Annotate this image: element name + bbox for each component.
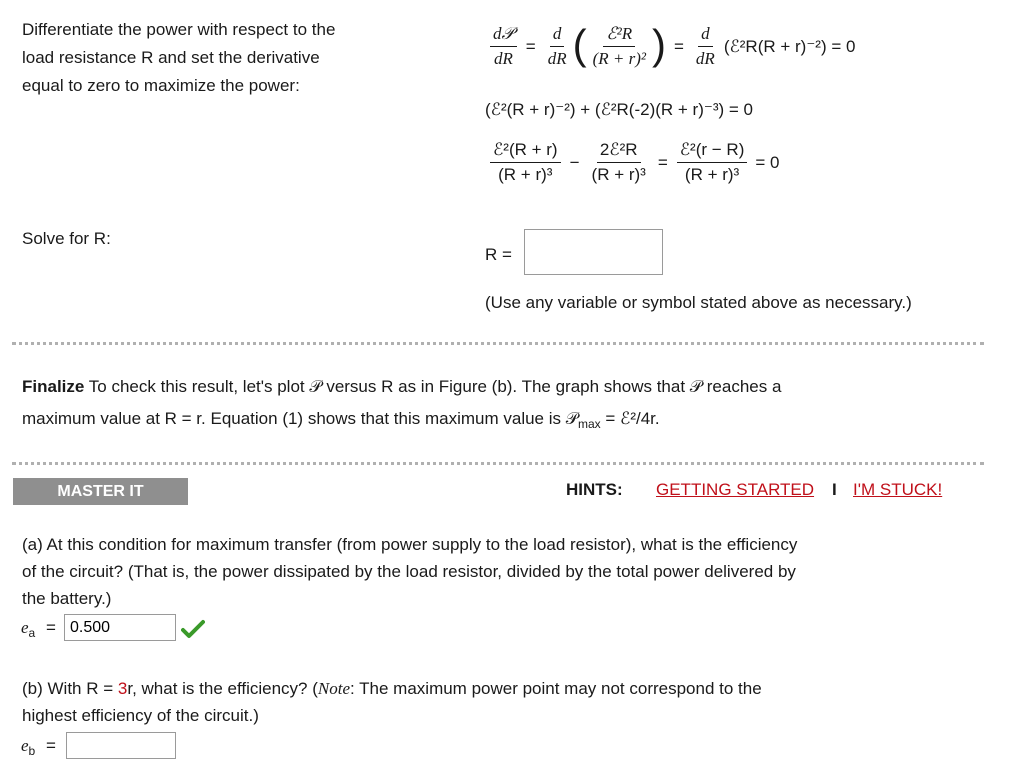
fraction-d-dR [545, 24, 570, 69]
equals-sign: = [525, 36, 536, 56]
eb-equals: = [45, 736, 56, 755]
fraction-numerator: ℰ²(R + r) [490, 140, 561, 163]
fraction-term-3 [677, 140, 748, 185]
r-equals-label: R = [485, 245, 512, 264]
equation-rhs: = 0 [755, 152, 780, 172]
solve-note: (Use any variable or symbol stated above as necessary.) [485, 293, 912, 312]
part-a-line: (a) At this condition for maximum transfer (from power supply to the load resistor), what is the efficiency [22, 535, 798, 554]
left-paren: ( [572, 20, 587, 68]
solve-label: Solve for R: [22, 229, 111, 248]
eb-answer-input[interactable] [66, 732, 176, 759]
part-b-text-3: : The maximum power point may not correspond to the [350, 679, 762, 698]
r-answer-input[interactable] [524, 229, 663, 275]
right-paren: ) [651, 20, 666, 68]
ea-sub: a [28, 626, 36, 640]
finalize-text-1: To check this result, let's plot 𝒫 versus R as in Figure (b). The graph shows that 𝒫 reaches a [88, 377, 782, 396]
ea-answer-input[interactable] [64, 614, 176, 641]
fraction-power [590, 24, 649, 69]
equation-derivative [488, 20, 856, 69]
instruction-line: equal to zero to maximize the power: [22, 76, 300, 95]
fraction-denominator: (R + r)² [592, 49, 646, 68]
fraction-numerator: ℰ²(r − R) [677, 140, 748, 163]
fraction-d-dR-2 [693, 24, 718, 69]
step1-instruction [22, 16, 335, 100]
fraction-term-1 [490, 140, 561, 185]
finalize-bold: Finalize [22, 377, 85, 396]
fraction-denominator: dR [695, 49, 715, 68]
eb-sub: b [28, 744, 36, 758]
fraction-dP-dR [490, 24, 517, 69]
finalize-line-1 [22, 371, 781, 403]
fraction-numerator: d [550, 24, 565, 47]
part-b-line-2: highest efficiency of the circuit.) [22, 706, 259, 725]
equals-sign: = [673, 36, 684, 56]
part-b-text-1: (b) With R = [22, 679, 118, 698]
divider-bottom [12, 462, 984, 465]
part-b-note-label: Note [317, 679, 351, 698]
equation-rhs: (ℰ²R(R + r)⁻²) = 0 [723, 36, 856, 56]
fraction-denominator: dR [493, 49, 513, 68]
instruction-line: Differentiate the power with respect to the [22, 20, 336, 39]
equals-sign: = [657, 152, 668, 172]
ea-var: e [21, 618, 29, 637]
hints-label: HINTS: [566, 480, 623, 499]
part-a-question [22, 531, 797, 612]
eb-label [21, 736, 56, 756]
equation-combined [488, 140, 779, 185]
instruction-line: load resistance R and set the derivative [22, 48, 320, 67]
finalize-text-3: = ℰ²/4r. [600, 409, 660, 428]
master-it-header: MASTER IT [13, 478, 188, 505]
fraction-denominator: (R + r)³ [591, 165, 646, 184]
divider-top [12, 342, 984, 345]
finalize-text-2: maximum value at R = r. Equation (1) shows that this maximum value is 𝒫 [22, 409, 578, 428]
ea-equals: = [45, 618, 56, 637]
finalize-paragraph [22, 371, 781, 435]
hints-separator: I [832, 480, 837, 499]
part-b-question [22, 675, 762, 729]
finalize-line-2 [22, 403, 781, 435]
fraction-term-2 [589, 140, 649, 185]
fraction-denominator: dR [547, 49, 567, 68]
im-stuck-link[interactable]: I'M STUCK! [853, 480, 943, 499]
equation-product-rule [485, 100, 753, 120]
ea-label [21, 618, 56, 638]
eb-var: e [21, 736, 29, 755]
checkmark-icon [181, 619, 205, 639]
part-b-text-2: r, what is the efficiency? ( [127, 679, 318, 698]
getting-started-link[interactable]: GETTING STARTED [656, 480, 815, 499]
part-a-line: of the circuit? (That is, the power dissipated by the load resistor, divided by the total power delivered by [22, 562, 796, 581]
fraction-numerator: 2ℰ²R [597, 140, 641, 163]
equation-text: (ℰ²(R + r)⁻²) + (ℰ²R(-2)(R + r)⁻³) = 0 [485, 100, 754, 119]
fraction-numerator: d𝒫 [490, 24, 517, 47]
fraction-numerator: ℰ²R [603, 24, 635, 47]
fraction-denominator: (R + r)³ [498, 165, 553, 184]
part-a-line: the battery.) [22, 589, 112, 608]
pmax-subscript: max [578, 417, 601, 431]
fraction-denominator: (R + r)³ [684, 165, 740, 184]
part-b-multiplier: 3 [117, 679, 128, 698]
fraction-numerator: d [698, 24, 713, 47]
minus-sign: − [569, 152, 580, 172]
part-b-line-1 [22, 675, 762, 702]
